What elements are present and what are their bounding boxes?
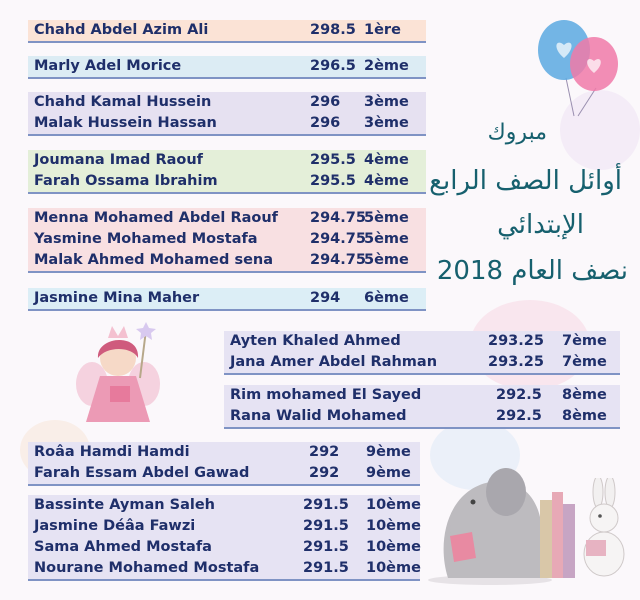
rank-label: 5ème (364, 252, 409, 268)
rank-label: 6ème (364, 290, 409, 306)
rank-label: 4ème (364, 173, 409, 189)
student-name: Chahd Kamal Hussein (34, 94, 212, 110)
score-value: 295.5 (310, 173, 356, 189)
table-row (28, 229, 426, 250)
score-value: 292 (309, 465, 340, 481)
table-row (28, 208, 426, 229)
rank-label: 5ème (364, 210, 409, 226)
level-title: الإبتدائي (497, 210, 584, 240)
rank-label: 7ème (562, 354, 607, 370)
student-name: Menna Mohamed Abdel Raouf (34, 210, 278, 226)
rank-label: 10ème (366, 497, 421, 513)
rank-label: 1ère (364, 22, 401, 38)
score-value: 291.5 (303, 518, 349, 534)
rank-label: 8ème (562, 387, 607, 403)
table-row (28, 442, 420, 463)
rank-group-5 (28, 208, 426, 273)
rank-label: 7ème (562, 333, 607, 349)
rank-label: 3ème (364, 115, 409, 131)
fairy-girl-icon (70, 318, 170, 430)
table-row (28, 150, 426, 171)
score-value: 294 (310, 290, 341, 306)
score-value: 296.5 (310, 58, 356, 74)
table-row (28, 537, 420, 558)
elephant-reading-icon (428, 440, 578, 585)
student-name: Jana Amer Abdel Rahman (230, 354, 438, 370)
table-row (28, 558, 420, 579)
rank-group-2 (28, 56, 426, 79)
table-row (28, 171, 426, 192)
rank-group-1 (28, 20, 426, 43)
score-value: 294.75 (310, 210, 366, 226)
student-name: Bassinte Ayman Saleh (34, 497, 215, 513)
table-row (28, 250, 426, 271)
score-value: 291.5 (303, 497, 349, 513)
rank-label: 10ème (366, 560, 421, 576)
table-row (28, 20, 426, 41)
rank-label: 4ème (364, 152, 409, 168)
table-row (28, 288, 426, 309)
rank-group-9 (28, 442, 420, 486)
score-value: 296 (310, 115, 341, 131)
table-row (28, 56, 426, 77)
student-name: Marly Adel Morice (34, 58, 182, 74)
student-name: Malak Hussein Hassan (34, 115, 217, 131)
rank-label: 9ème (366, 444, 411, 460)
score-value: 292 (309, 444, 340, 460)
table-row (28, 113, 426, 134)
score-value: 292.5 (496, 387, 542, 403)
rank-label: 5ème (364, 231, 409, 247)
rank-label: 2ème (364, 58, 409, 74)
student-name: Roâa Hamdi Hamdi (34, 444, 190, 460)
score-value: 292.5 (496, 408, 542, 424)
score-value: 291.5 (303, 560, 349, 576)
rank-label: 8ème (562, 408, 607, 424)
student-name: Sama Ahmed Mostafa (34, 539, 212, 555)
rank-group-10 (28, 495, 420, 581)
score-value: 298.5 (310, 22, 356, 38)
table-row (224, 385, 620, 406)
rank-label: 10ème (366, 539, 421, 555)
student-name: Farah Ossama Ibrahim (34, 173, 218, 189)
table-row (28, 516, 420, 537)
score-value: 296 (310, 94, 341, 110)
student-name: Joumana Imad Raouf (34, 152, 203, 168)
student-name: Rana Walid Mohamed (230, 408, 407, 424)
balloons-icon (534, 18, 620, 118)
table-row (28, 495, 420, 516)
rank-group-6 (28, 288, 426, 311)
score-value: 294.75 (310, 231, 366, 247)
student-name: Rim mohamed El Sayed (230, 387, 422, 403)
rank-label: 10ème (366, 518, 421, 534)
rank-group-4 (28, 150, 426, 194)
student-name: Chahd Abdel Azim Ali (34, 22, 209, 38)
rank-group-7 (224, 331, 620, 375)
student-name: Ayten Khaled Ahmed (230, 333, 401, 349)
score-value: 295.5 (310, 152, 356, 168)
student-name: Jasmine Mina Maher (34, 290, 200, 306)
student-name: Malak Ahmed Mohamed sena (34, 252, 274, 268)
score-value: 291.5 (303, 539, 349, 555)
table-row (28, 463, 420, 484)
student-name: Jasmine Déâa Fawzi (34, 518, 196, 534)
score-value: 293.25 (488, 354, 544, 370)
table-row (28, 92, 426, 113)
student-name: Yasmine Mohamed Mostafa (34, 231, 258, 247)
student-name: Nourane Mohamed Mostafa (34, 560, 260, 576)
bunny-icon (576, 478, 636, 578)
rank-group-3 (28, 92, 426, 136)
term-title: نصف العام 2018 (436, 256, 628, 286)
class-title: أوائل الصف الرابع (429, 166, 622, 196)
table-row (224, 331, 620, 352)
student-name: Farah Essam Abdel Gawad (34, 465, 250, 481)
congrats-title: مبروك (487, 120, 547, 145)
rank-label: 9ème (366, 465, 411, 481)
rank-group-8 (224, 385, 620, 429)
score-value: 294.75 (310, 252, 366, 268)
rank-label: 3ème (364, 94, 409, 110)
table-row (224, 352, 620, 373)
table-row (224, 406, 620, 427)
score-value: 293.25 (488, 333, 544, 349)
